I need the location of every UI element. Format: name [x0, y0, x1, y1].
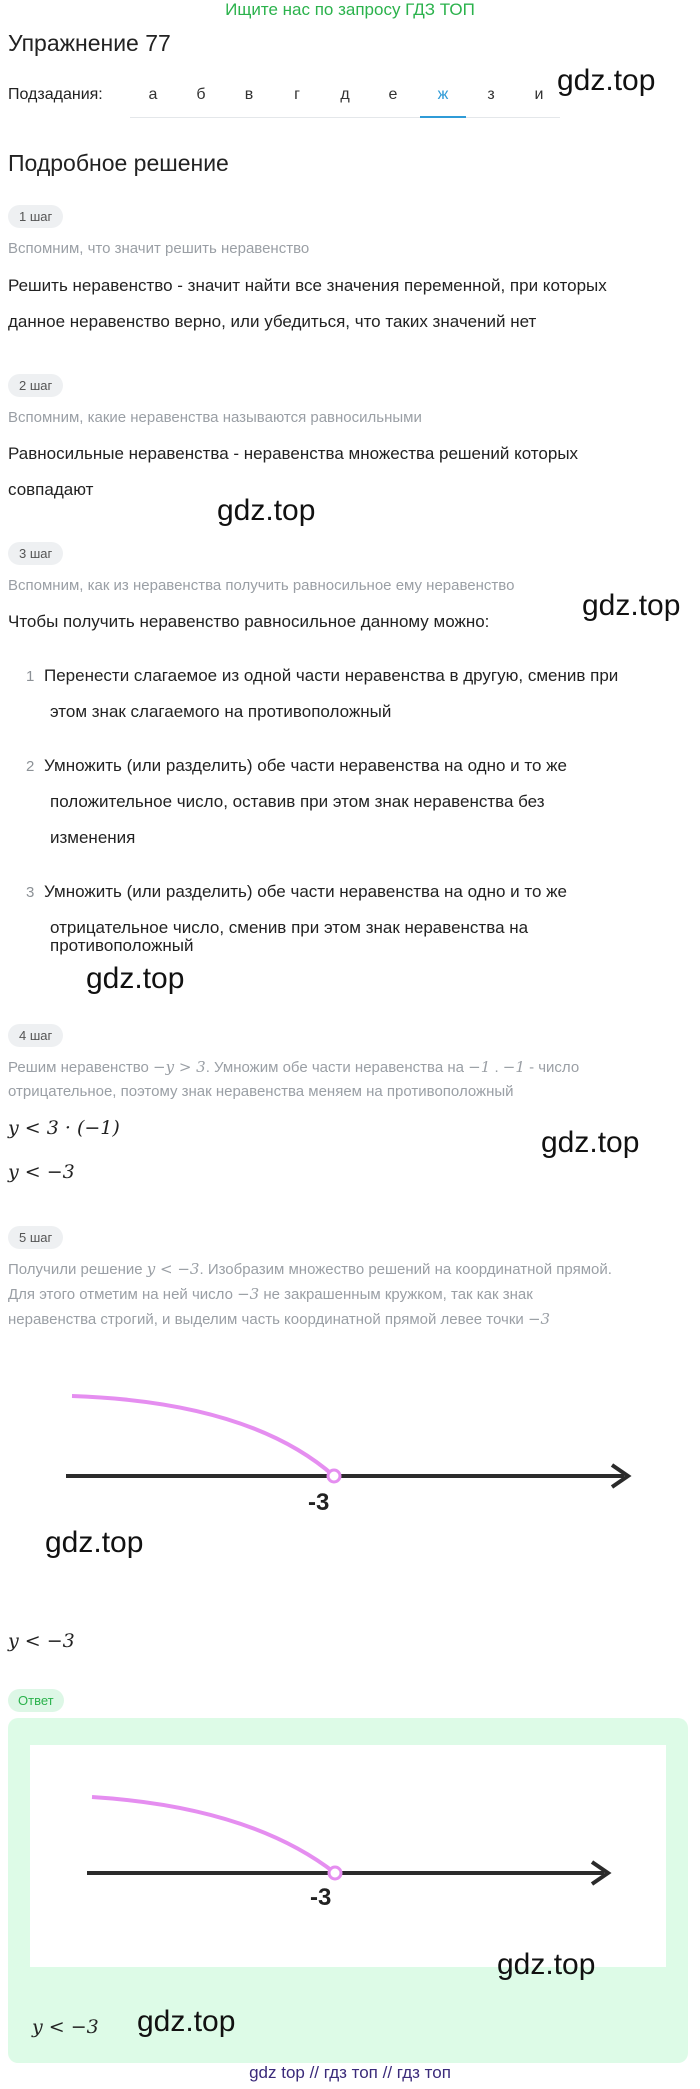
list-number: 1 — [26, 668, 35, 685]
subtasks-tabs — [130, 75, 560, 118]
step-text: данное неравенство верно, или убедиться, что таких значений нет — [8, 312, 537, 331]
subtasks-label: Подзадания: — [8, 86, 103, 103]
list-item-text: положительное число, оставив при этом знак неравенства без — [50, 792, 545, 811]
hint-text: . Умножим обе части неравенства на — [205, 1059, 464, 1076]
equation: y < −3 — [8, 1630, 75, 1652]
open-point — [329, 1867, 341, 1879]
step-text: Равносильные неравенства - неравенства множества решений которых — [8, 444, 579, 463]
answer-number-line — [30, 1745, 666, 1967]
equation: y < 3 · (−1) — [8, 1117, 120, 1139]
watermark: gdz.top — [557, 64, 656, 97]
hint-math: y < −3 — [146, 1260, 200, 1278]
list-item-text: Умножить (или разделить) обе части неравенства на одно и то же — [44, 882, 567, 901]
search-banner: Ищите нас по запросу ГДЗ ТОП — [225, 0, 475, 19]
subtask-tab-b[interactable]: б — [196, 86, 206, 103]
step-hint — [8, 1058, 579, 1076]
list-item-text: отрицательное число, сменив при этом знак неравенства на — [50, 918, 529, 937]
list-item-text: Перенести слагаемое из одной части неравенства в другую, сменив при — [44, 666, 619, 685]
watermark: gdz.top — [45, 1526, 144, 1559]
subtask-tab-g[interactable]: г — [294, 86, 300, 103]
hint-text: . — [494, 1059, 499, 1076]
step-badge: 5 шаг — [8, 1226, 63, 1249]
watermark: gdz.top — [541, 1126, 640, 1159]
solution-arc — [92, 1797, 335, 1873]
step-hint: Вспомним, какие неравенства называются равносильными — [8, 409, 422, 426]
step-badge: 4 шаг — [8, 1024, 63, 1047]
step-badge: 2 шаг — [8, 374, 63, 397]
watermark: gdz.top — [217, 494, 316, 527]
footer-links[interactable]: gdz top // гдз топ // гдз топ — [249, 2063, 451, 2082]
open-point — [328, 1470, 340, 1482]
solution-title: Подробное решение — [8, 150, 229, 176]
rules-list — [0, 658, 700, 958]
list-number: 3 — [26, 884, 35, 901]
equation: y < −3 — [8, 1161, 75, 1183]
watermark: gdz.top — [497, 1948, 596, 1981]
hint-text: Для этого отметим на ней число — [8, 1286, 233, 1303]
subtask-tab-zh[interactable]: ж — [420, 86, 466, 104]
subtask-tab-z[interactable]: з — [487, 86, 495, 103]
step-hint — [8, 1310, 550, 1328]
subtask-tab-e[interactable]: е — [388, 86, 398, 103]
hint-text: не закрашенным кружком, так как знак — [263, 1286, 533, 1303]
point-label: -3 — [310, 1884, 332, 1911]
solution-arc — [72, 1396, 334, 1476]
hint-text: - число — [529, 1059, 580, 1076]
step-hint: отрицательное, поэтому знак неравенства меняем на противоположный — [8, 1083, 514, 1100]
list-item-text: Умножить (или разделить) обе части неравенства на одно и то же — [44, 756, 567, 775]
list-item-text: противоположный — [50, 936, 194, 955]
step-text: Чтобы получить неравенство равносильное данному можно: — [8, 612, 490, 631]
point-label: -3 — [308, 1489, 330, 1516]
step-badge: 1 шаг — [8, 205, 63, 228]
subtask-tab-i[interactable]: и — [534, 86, 544, 103]
watermark: gdz.top — [582, 589, 681, 622]
list-item-text: этом знак слагаемого на противоположный — [50, 702, 392, 721]
hint-math: −y > 3 — [153, 1058, 206, 1076]
number-line — [0, 1370, 700, 1520]
watermark: gdz.top — [86, 962, 185, 995]
page-title: Упражнение 77 — [8, 30, 171, 56]
watermark: gdz.top — [137, 2005, 236, 2038]
answer-equation: y < −3 — [32, 2016, 99, 2038]
hint-math: −1 — [502, 1058, 525, 1076]
step-badge: 3 шаг — [8, 542, 63, 565]
answer-badge: Ответ — [8, 1689, 64, 1712]
subtask-tab-d[interactable]: д — [340, 86, 350, 103]
hint-text: . Изобразим множество решений на координатной прямой. — [199, 1261, 612, 1278]
hint-text: Решим неравенство — [8, 1059, 149, 1076]
hint-text: неравенства строгий, и выделим часть координатной прямой левее точки — [8, 1311, 524, 1328]
list-number: 2 — [26, 758, 35, 775]
step-hint: Вспомним, что значит решить неравенство — [8, 240, 310, 257]
step-hint — [8, 1285, 533, 1303]
list-item-text: изменения — [50, 828, 136, 847]
hint-math: −3 — [237, 1285, 260, 1303]
subtask-tab-a[interactable]: а — [148, 86, 158, 103]
step-text: Решить неравенство - значит найти все значения переменной, при которых — [8, 276, 607, 295]
hint-text: Получили решение — [8, 1261, 143, 1278]
hint-math: −3 — [527, 1310, 551, 1328]
hint-math: −1 — [468, 1058, 491, 1076]
step-hint: Вспомним, как из неравенства получить равносильное ему неравенство — [8, 577, 515, 594]
step-hint — [8, 1260, 612, 1278]
step-text: совпадают — [8, 480, 94, 499]
subtask-tab-v[interactable]: в — [244, 86, 254, 103]
